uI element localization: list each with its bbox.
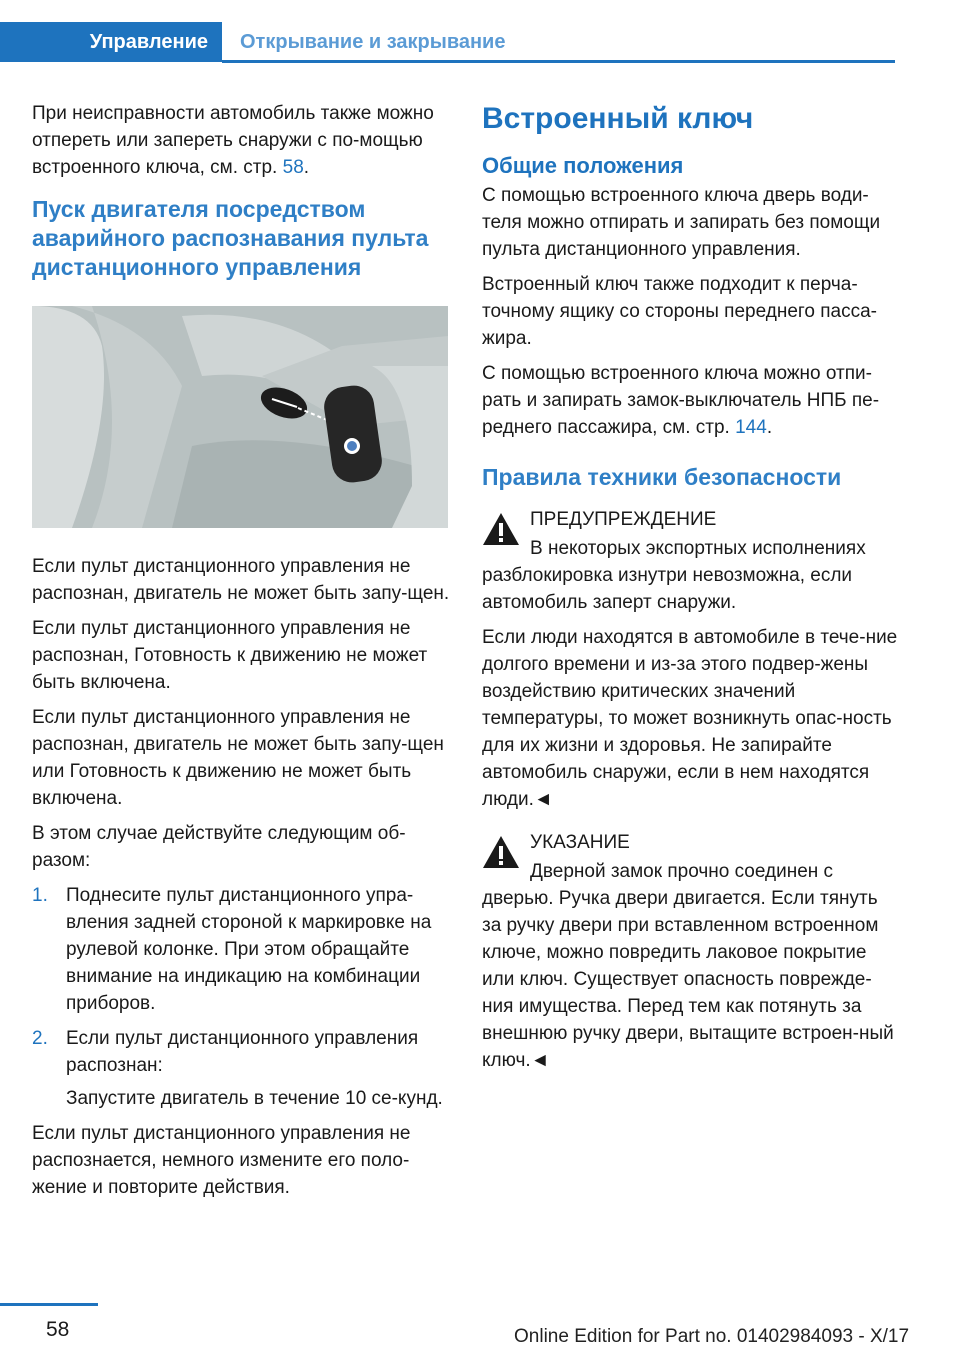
left-column <box>32 100 450 1209</box>
warning-text-1: В некоторых экспортных исполнениях разблокировка изнутри невозможна, если автомобиль заперт снаружи. <box>482 538 866 613</box>
step-number: 2. <box>32 1028 48 1049</box>
general-paragraph-3: С помощью встроенного ключа можно отпи-рать и запирать замок-выключатель НПБ пе-реднего пассажира, см. стр. 144. <box>482 363 880 438</box>
list-item <box>32 1025 450 1112</box>
page-ref-link[interactable]: 58 <box>282 157 304 178</box>
paragraph-1: Если пульт дистанционного управления не распознан, двигатель не может быть запу-щен. <box>32 556 450 604</box>
right-column <box>482 100 900 1082</box>
integrated-key-title: Встроенный ключ <box>482 102 754 135</box>
steps-list <box>32 882 450 1112</box>
warning-block <box>482 506 900 813</box>
general-paragraph-2: Встроенный ключ также подходит к перча-точному ящику со стороны переднего пасса-жира. <box>482 274 877 349</box>
page-header <box>0 22 895 64</box>
notice-text: Дверной замок прочно соединен с дверью. Ручка двери двигается. Если тянуть за ручку двери при вставленном встроенном ключе, можно повредить лаковое покрытие или ключ. Существует опасность поврежде-ния имущества. Перед тем как потянуть за внешнюю ручку двери, вытащите встроен-ный ключ.◄ <box>482 861 894 1071</box>
general-paragraph-1: С помощью встроенного ключа дверь води-теля можно отпирать и запирать без помощи пульта дистанционного управления. <box>482 185 881 260</box>
notice-title: УКАЗАНИЕ <box>530 832 630 853</box>
section-tab: Управление <box>0 22 222 62</box>
notice-block <box>482 829 900 1074</box>
chapter-tab: Открывание и закрывание <box>240 31 506 53</box>
page-ref-link[interactable]: 144 <box>735 417 767 438</box>
paragraph-3: Если пульт дистанционного управления не распознан, двигатель не может быть запу-щен или Готовность к движению не может быть включена. <box>32 707 444 809</box>
header-rule <box>222 60 895 63</box>
emergency-start-heading: Пуск двигателя посредством аварийного распознавания пульта дистанционного управления <box>32 196 429 280</box>
list-item <box>32 882 450 1017</box>
footer-rule <box>0 1303 98 1306</box>
steering-column-key-illustration <box>32 306 448 528</box>
step-subtext: Запустите двигатель в течение 10 се-кунд. <box>66 1088 443 1109</box>
warning-title: ПРЕДУПРЕЖДЕНИЕ <box>530 509 717 530</box>
paragraph-2: Если пульт дистанционного управления не распознан, Готовность к движению не может быть включена. <box>32 618 428 693</box>
safety-heading: Правила техники безопасности <box>482 464 842 490</box>
warning-text-2: Если люди находятся в автомобиле в тече-ние долгого времени и из-за этого подвер-жены воздействию критических значений температуры, то может возникнуть опас-ность для их жизни и здоровья. Не запирайте автомобиль снаружи, если в нем находятся люди.◄ <box>482 627 898 810</box>
step-text: Если пульт дистанционного управления распознан: <box>66 1028 419 1076</box>
step-text: Поднесите пульт дистанционного упра-вления задней стороной к маркировке на рулевой колонке. При этом обращайте внимание на индикацию на комбинации приборов. <box>66 885 432 1014</box>
general-heading: Общие положения <box>482 153 684 178</box>
paragraph-4: В этом случае действуйте следующим об-разом: <box>32 823 406 871</box>
step-number: 1. <box>32 885 48 906</box>
page-number: 58 <box>46 1318 70 1341</box>
edition-note: Online Edition for Part no. 01402984093 - X/17 <box>514 1326 910 1347</box>
paragraph-5: Если пульт дистанционного управления не распознается, немного измените его поло-жение и повторите действия. <box>32 1123 411 1198</box>
warning-triangle-icon <box>482 512 520 546</box>
notice-triangle-icon <box>482 835 520 869</box>
intro-paragraph: При неисправности автомобиль также можно отпереть или запереть снаружи с по-мощью встроенного ключа, см. стр. 58. <box>32 103 434 178</box>
